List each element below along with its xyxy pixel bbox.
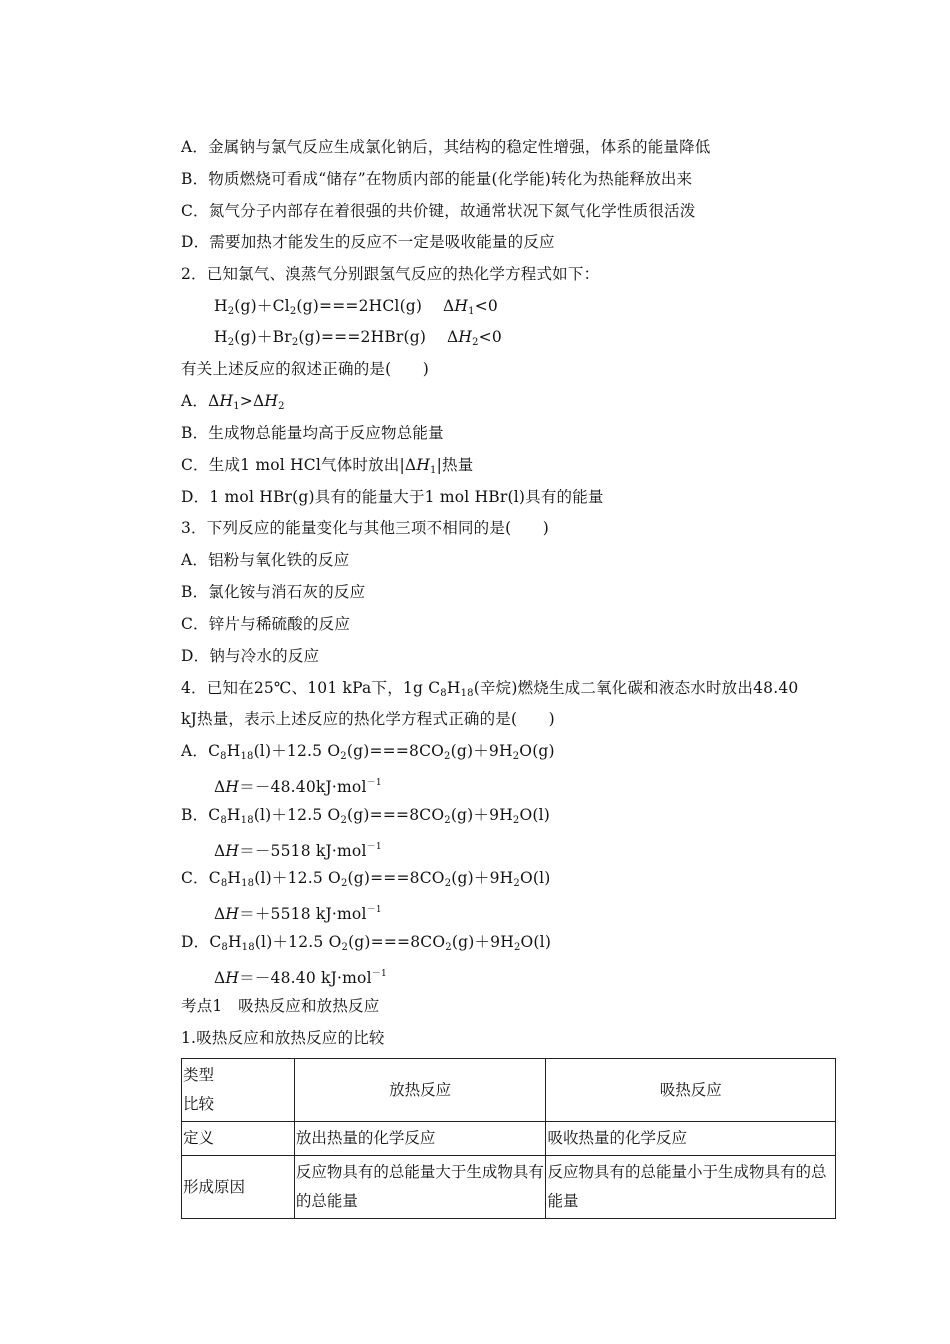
q4-option-a-enthalpy: ΔH＝－48.40kJ·mol$^{-1}$: [214, 778, 382, 796]
header-exothermic: 放热反应: [294, 1059, 546, 1122]
row-label: 形成原因: [182, 1156, 295, 1219]
q2-prompt: 有关上述反应的叙述正确的是( ): [181, 360, 429, 378]
row-endo-cell: 反应物具有的总能量小于生成物具有的总能量: [546, 1156, 836, 1219]
q3-option-a: A．铝粉与氧化铁的反应: [181, 551, 350, 569]
q3-option-c: C．锌片与稀硫酸的反应: [181, 615, 351, 633]
table-header-row: [182, 1059, 836, 1122]
q3-option-d: D．钠与冷水的反应: [181, 647, 320, 665]
q3-stem: 3．下列反应的能量变化与其他三项不相同的是( ): [181, 519, 549, 537]
q2-option-b: B．生成物总能量均高于反应物总能量: [181, 424, 444, 442]
q1-option-d: D．需要加热才能发生的反应不一定是吸收能量的反应: [181, 233, 555, 251]
q3-option-b: B．氯化铵与消石灰的反应: [181, 583, 366, 601]
q4-stem-line-1: 4．已知在25℃、101 kPa下，1g $C_8H_{18}$(辛烷)燃烧生成二氧化碳和液态水时放出48.40: [181, 679, 799, 699]
q4-stem-line-2: kJ热量，表示上述反应的热化学方程式正确的是( ): [181, 710, 555, 728]
q2-option-a: A．$\Delta H_1>\Delta H_2$: [181, 392, 285, 412]
q1-option-b: B．物质燃烧可看成“储存”在物质内部的能量(化学能)转化为热能释放出来: [181, 170, 693, 188]
q2-option-c: C．生成1 mol HCl气体时放出$|\Delta H_1|$热量: [181, 456, 474, 476]
q1-option-c: C．氮气分子内部存在着很强的共价键，故通常状况下氮气化学性质很活泼: [181, 202, 696, 220]
header-endothermic: 吸热反应: [546, 1059, 836, 1122]
comparison-table: [181, 1058, 836, 1219]
row-exo-cell: 反应物具有的总能量大于生成物具有的总能量: [294, 1156, 546, 1219]
header-compare-label: 比较: [183, 1095, 215, 1113]
table-row: [182, 1156, 836, 1219]
q4-option-c-enthalpy: ΔH＝＋5518 kJ·mol$^{-1}$: [214, 905, 382, 923]
q4-option-b-enthalpy: ΔH＝－5518 kJ·mol$^{-1}$: [214, 842, 382, 860]
q2-option-d: D．1 mol HBr(g)具有的能量大于1 mol HBr(l)具有的能量: [181, 488, 604, 506]
row-exo-cell: 放出热量的化学反应: [294, 1122, 546, 1156]
q4-option-c-equation: C．$C_8H_{18}(l)+12.5$ $O_2(g)===8CO_2(g)+9H_2O(l)$: [181, 869, 551, 889]
table-row: [182, 1122, 836, 1156]
section-subtitle: 1.吸热反应和放热反应的比较: [181, 1029, 385, 1047]
header-type-label: 类型: [183, 1066, 215, 1084]
q2-equation-2: $H_2(g)+Br_2(g)===2HBr(g)$ $\Delta H_2<0$: [214, 328, 502, 348]
q4-option-b-equation: B．$C_8H_{18}(l)+12.5$ $O_2(g)===8CO_2(g)+9H_2O(l)$: [181, 806, 551, 826]
q4-option-a-equation: A．$C_8H_{18}(l)+12.5$ $O_2(g)===8CO_2(g)+9H_2O(g)$: [181, 742, 555, 762]
q4-option-d-enthalpy: ΔH＝－48.40 kJ·mol$^{-1}$: [214, 969, 387, 987]
section-title: 考点1 吸热反应和放热反应: [181, 997, 380, 1015]
table-corner-cell: [182, 1059, 295, 1122]
row-endo-cell: 吸收热量的化学反应: [546, 1122, 836, 1156]
q4-option-d-equation: D．$C_8H_{18}(l)+12.5$ $O_2(g)===8CO_2(g)+9H_2O(l)$: [181, 933, 552, 953]
q2-equation-1: $H_2(g)+Cl_2(g)===2HCl(g)$ $\Delta H_1<0$: [214, 297, 498, 317]
q2-stem: 2．已知氯气、溴蒸气分别跟氢气反应的热化学方程式如下：: [181, 265, 600, 283]
row-label: 定义: [182, 1122, 295, 1156]
q1-option-a: A．金属钠与氯气反应生成氯化钠后，其结构的稳定性增强，体系的能量降低: [181, 138, 711, 156]
